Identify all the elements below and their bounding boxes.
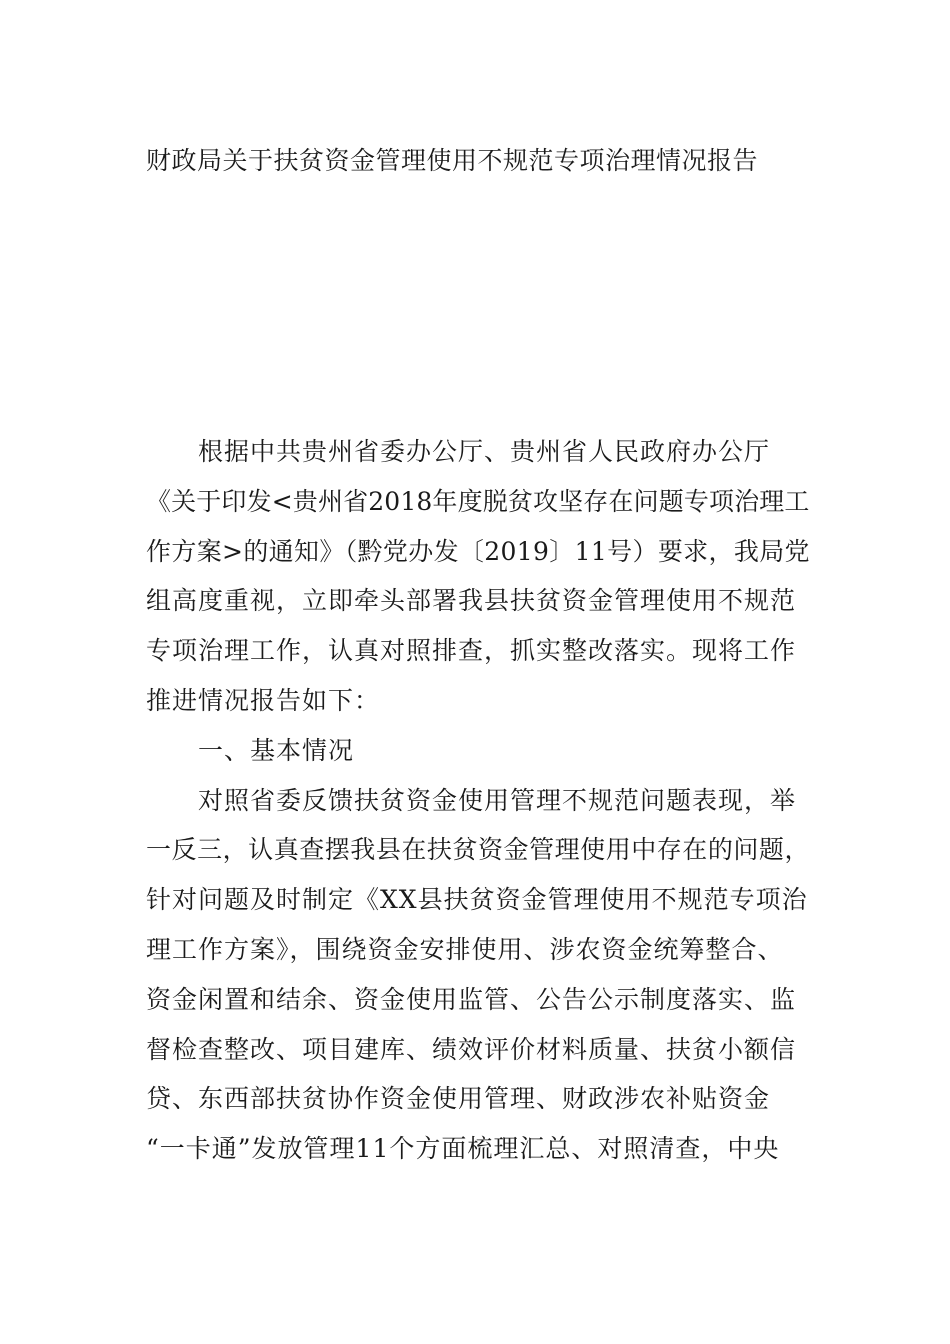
document-body [146,432,810,1179]
body-line: “一卡通”发放管理11个方面梳理汇总、对照清查，中央 [146,1134,780,1164]
body-line: 组高度重视，立即牵头部署我县扶贫资金管理使用不规范 [146,586,797,616]
body-line: 对照省委反馈扶贫资金使用管理不规范问题表现，举 [146,785,797,815]
body-line: 资金闲置和结余、资金使用监管、公告公示制度落实、监 [146,984,797,1014]
body-line: 理工作方案》，围绕资金安排使用、涉农资金统筹整合、 [146,934,784,964]
body-line: 专项治理工作，认真对照排查，抓实整改落实。现将工作 [146,636,797,666]
body-line: 一反三，认真查摆我县在扶贫资金管理使用中存在的问题， [146,835,811,865]
body-line: 作方案>的通知》（黔党办发〔2019〕11号）要求，我局党 [146,536,810,566]
body-line: 根据中共贵州省委办公厅、贵州省人民政府办公厅 [146,437,771,466]
body-line: 督检查整改、项目建库、绩效评价材料质量、扶贫小额信 [146,1034,797,1064]
body-line: 《关于印发<贵州省2018年度脱贫攻坚存在问题专项治理工 [146,486,810,516]
document-title: 财政局关于扶贫资金管理使用不规范专项治理情况报告 [146,146,759,175]
body-line: 贷、东西部扶贫协作资金使用管理、财政涉农补贴资金 [146,1084,771,1114]
section-heading: 一、基本情况 [146,735,355,765]
body-line: 推进情况报告如下： [146,685,381,715]
body-line: 针对问题及时制定《XX县扶贫资金管理使用不规范专项治 [146,885,808,915]
